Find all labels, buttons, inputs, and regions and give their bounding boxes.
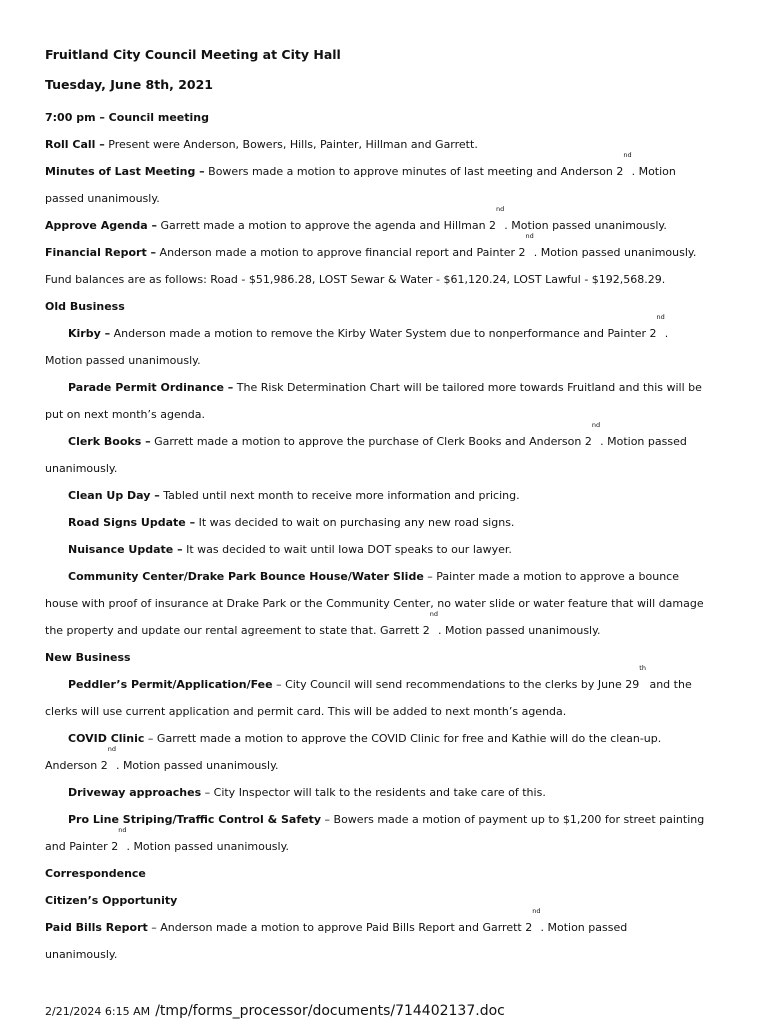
pro-line-striping-text-end: . Motion passed unanimously. (126, 840, 290, 853)
financial-text-end: . Motion passed unanimously. (533, 246, 697, 259)
paid-bills-label: Paid Bills Report (45, 921, 148, 934)
road-signs-line (45, 509, 735, 536)
covid-label: COVID Clinic (68, 732, 145, 745)
parade-text: The Risk Determination Chart will be tailored more towards Fruitland and this will be (233, 381, 702, 394)
covid-line-2 (45, 745, 735, 779)
clerk-books-line-2: unanimously. (45, 462, 118, 475)
peddler-line-2: clerks will use current application and permit card. This will be added to next month’s agenda. (45, 705, 567, 718)
meeting-date: Tuesday, June 8th, 2021 (45, 77, 213, 92)
paid-bills-line-2: unanimously. (45, 948, 118, 961)
nuisance-line (45, 536, 735, 563)
roll-call-label: Roll Call – (45, 138, 105, 151)
covid-text: – Garrett made a motion to approve the COVID Clinic for free and Kathie will do the clean-up. (144, 732, 662, 745)
agenda-line (45, 205, 735, 239)
document-page (45, 44, 735, 968)
nuisance-label: Nuisance Update – (68, 543, 183, 556)
financial-line (45, 232, 735, 266)
road-signs-label: Road Signs Update – (68, 516, 196, 529)
clerk-books-ordinal: nd (591, 421, 601, 429)
community-center-line (45, 563, 735, 590)
community-center-text: – Painter made a motion to approve a bounce (423, 570, 679, 583)
cleanup-line (45, 482, 735, 509)
driveway-line (45, 779, 735, 806)
page-footer (45, 1000, 505, 1019)
clerk-books-text-end: . Motion passed (600, 435, 687, 448)
roll-call-text: Present were Anderson, Bowers, Hills, Painter, Hillman and Garrett. (104, 138, 478, 151)
parade-line (45, 374, 735, 401)
pro-line-striping-text-2: and Painter 2 (45, 840, 119, 853)
pro-line-striping-ordinal: nd (118, 826, 127, 834)
pro-line-striping-label: Pro Line Striping/Traffic Control & Safety (68, 813, 322, 826)
kirby-text: Anderson made a motion to remove the Kirby Water System due to nonperformance and Painter 2 (110, 327, 657, 340)
minutes-label: Minutes of Last Meeting – (45, 165, 205, 178)
minutes-ordinal: nd (623, 151, 632, 159)
kirby-text-end: . (664, 327, 669, 340)
agenda-label: Approve Agenda – (45, 219, 158, 232)
community-center-line-2: house with proof of insurance at Drake Park or the Community Center, no water slide or water feature that will damage (45, 597, 704, 610)
financial-ordinal: nd (525, 232, 534, 240)
minutes-text-end: . Motion (631, 165, 676, 178)
pro-line-striping-line (45, 806, 735, 833)
covid-text-2: Anderson 2 (45, 759, 108, 772)
community-center-ordinal: nd (429, 610, 438, 618)
pro-line-striping-line-2 (45, 826, 735, 860)
kirby-line (45, 313, 735, 347)
minutes-text: Bowers made a motion to approve minutes of last meeting and Anderson 2 (204, 165, 624, 178)
agenda-ordinal: nd (496, 205, 505, 213)
financial-text: Anderson made a motion to approve financial report and Painter 2 (156, 246, 526, 259)
peddler-line (45, 664, 735, 698)
kirby-label: Kirby – (68, 327, 111, 340)
citizens-opportunity-heading: Citizen’s Opportunity (45, 894, 178, 907)
clerk-books-text: Garrett made a motion to approve the purchase of Clerk Books and Anderson 2 (150, 435, 592, 448)
clerk-books-line (45, 421, 735, 455)
peddler-text: – City Council will send recommendations to the clerks by June 29 (272, 678, 640, 691)
new-business-heading: New Business (45, 651, 131, 664)
paid-bills-text-end: . Motion passed (540, 921, 628, 934)
nuisance-text: It was decided to wait until Iowa DOT speaks to our lawyer. (182, 543, 512, 556)
kirby-line-2: Motion passed unanimously. (45, 354, 201, 367)
covid-text-end: . Motion passed unanimously. (115, 759, 279, 772)
document-title: Fruitland City Council Meeting at City Hall (45, 47, 341, 62)
road-signs-text: It was decided to wait on purchasing any new road signs. (195, 516, 515, 529)
covid-ordinal: nd (107, 745, 116, 753)
community-center-text-end: . Motion passed unanimously. (437, 624, 601, 637)
financial-label: Financial Report – (45, 246, 157, 259)
community-center-label: Community Center/Drake Park Bounce House/Water Slide (68, 570, 424, 583)
agenda-text-end: . Motion passed unanimously. (504, 219, 667, 232)
paid-bills-text: – Anderson made a motion to approve Paid Bills Report and Garrett 2 (147, 921, 533, 934)
fund-balances-line: Fund balances are as follows: Road - $51,986.28, LOST Sewar & Water - $61,120.24, LOST Lawful - $192,568.29. (45, 273, 666, 286)
pro-line-striping-text: – Bowers made a motion of payment up to $1,200 for street painting (321, 813, 705, 826)
cleanup-text: Tabled until next month to receive more information and pricing. (159, 489, 520, 502)
peddler-ordinal: th (639, 664, 646, 672)
driveway-label: Driveway approaches (68, 786, 202, 799)
correspondence-heading: Correspondence (45, 867, 146, 880)
covid-line (45, 725, 735, 752)
driveway-text: – City Inspector will talk to the residents and take care of this. (201, 786, 546, 799)
clerk-books-label: Clerk Books – (68, 435, 151, 448)
peddler-text-end: and the (645, 678, 692, 691)
community-center-text-3: the property and update our rental agreement to state that. Garrett 2 (45, 624, 430, 637)
peddler-label: Peddler’s Permit/Application/Fee (68, 678, 273, 691)
community-center-line-3 (45, 610, 735, 644)
parade-line-2: put on next month’s agenda. (45, 408, 205, 421)
agenda-text: Garrett made a motion to approve the agenda and Hillman 2 (157, 219, 497, 232)
old-business-heading: Old Business (45, 300, 125, 313)
paid-bills-ordinal: nd (532, 907, 541, 915)
minutes-line-2: passed unanimously. (45, 192, 160, 205)
paid-bills-line (45, 907, 735, 941)
parade-label: Parade Permit Ordinance – (68, 381, 234, 394)
footer-file-path: /tmp/forms_processor/documents/714402137.doc (155, 1003, 505, 1019)
kirby-ordinal: nd (656, 313, 665, 321)
meeting-time: 7:00 pm – Council meeting (45, 111, 209, 124)
cleanup-label: Clean Up Day – (68, 489, 160, 502)
footer-timestamp: 2/21/2024 6:15 AM (45, 1005, 151, 1018)
minutes-line (45, 151, 735, 185)
